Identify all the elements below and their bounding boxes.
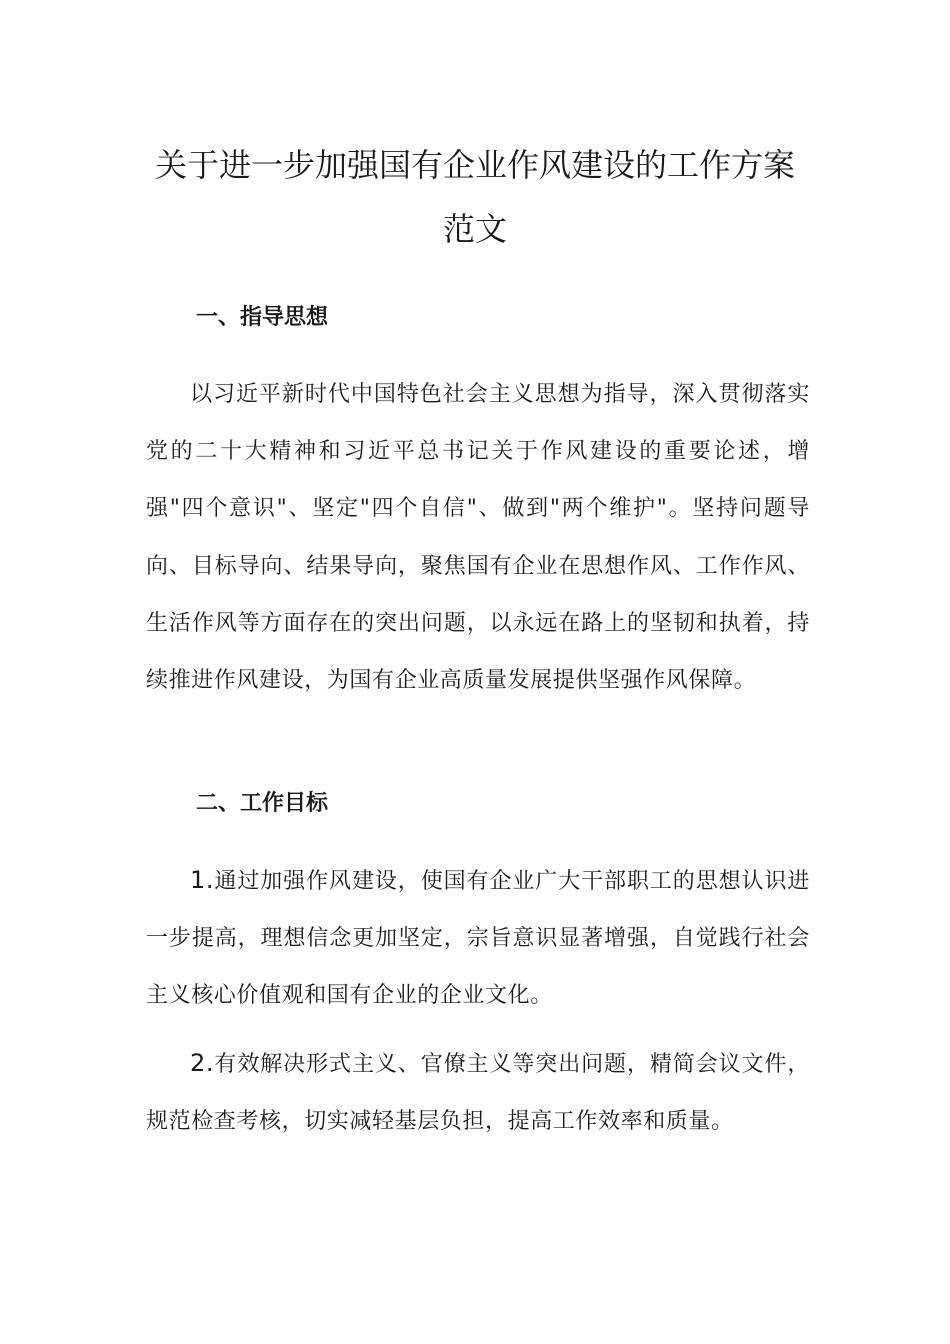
work-goal-text-1: 通过加强作风建设，使国有企业广大干部职工的思想认识进一步提高，理想信念更加坚定，宗旨意识显著增强，自觉践行社会主义核心价值观和国有企业的企业文化。 (146, 869, 810, 1009)
section-heading-work-goals: 二、工作目标 (196, 791, 329, 816)
guiding-ideology-paragraph: 以习近平新时代中国特色社会主义思想为指导，深入贯彻落实党的二十大精神和习近平总书记关于作风建设的重要论述，增强"四个意识"、坚定"四个自信"、做到"两个维护"。坚持问题导向、目标导向、结果导向，聚焦国有企业在思想作风、工作作风、生活作风等方面存在的突出问题，以永远在路上的坚韧和执着，持续推进作风建设，为国有企业高质量发展提供坚强作风保障。 (146, 382, 810, 694)
document-title: 关于进一步加强国有企业作风建设的工作方案范文 (154, 146, 795, 248)
work-goal-number-1: 1. (190, 866, 215, 894)
work-goal-item-1 (146, 852, 810, 1025)
work-goal-number-2: 2. (190, 1049, 215, 1077)
section-heading-guiding-ideology: 一、指导思想 (196, 305, 329, 330)
work-goal-item-2 (146, 1035, 810, 1150)
work-goal-text-2: 有效解决形式主义、官僚主义等突出问题，精简会议文件，规范检查考核，切实减轻基层负担，提高工作效率和质量。 (146, 1052, 810, 1135)
